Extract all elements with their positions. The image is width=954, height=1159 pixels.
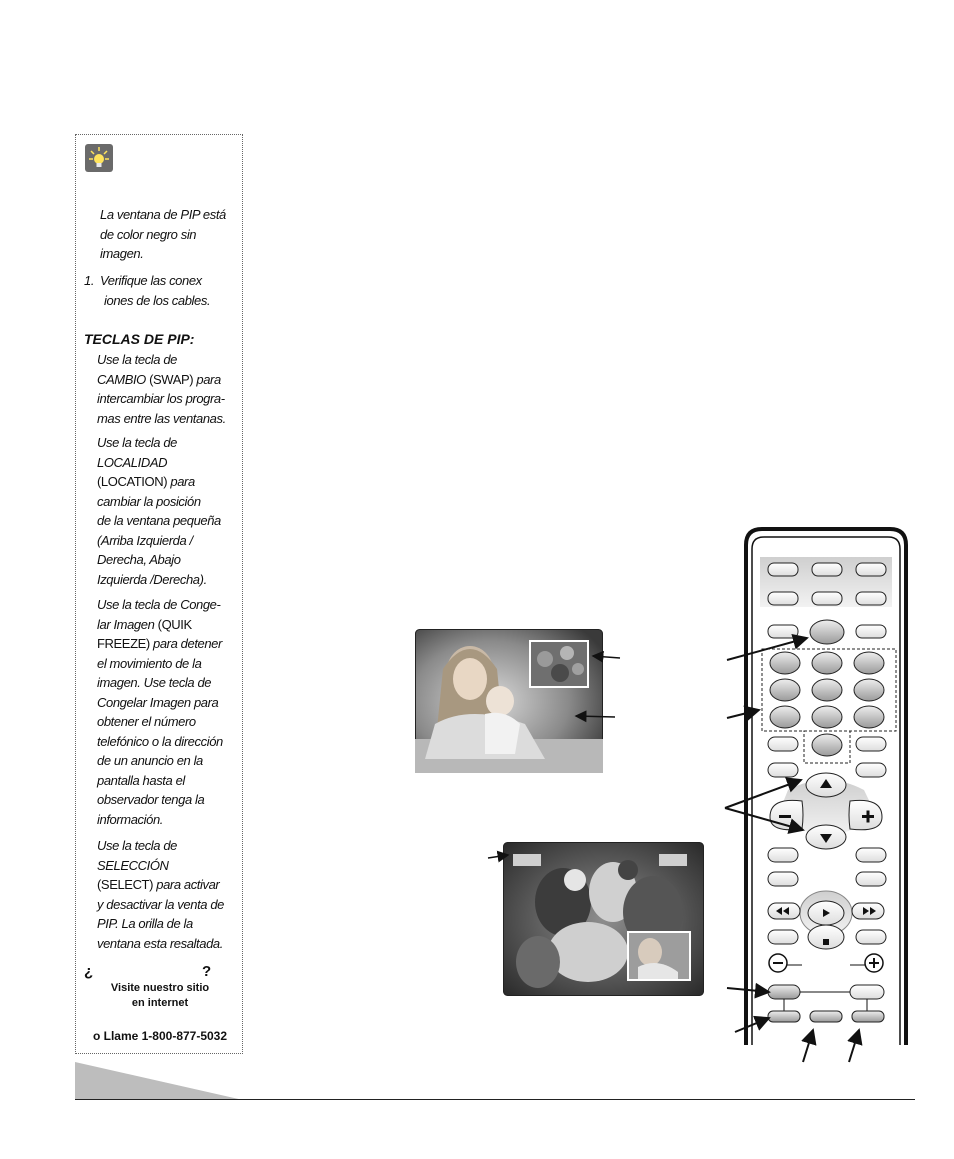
tip-line: el movimiento de la <box>97 655 202 671</box>
remote-callout-arrows <box>715 630 875 1070</box>
tip-line: de un anuncio en la <box>97 753 203 768</box>
question-close: ? <box>202 963 212 980</box>
freeze-tip <box>97 595 223 829</box>
tip-line: pantalla hasta el <box>97 772 185 788</box>
tip-line: (LOCATION) para <box>97 474 195 489</box>
location-tip <box>97 433 221 589</box>
tip-line: LOCALIDAD <box>97 454 168 470</box>
swap-tip <box>97 350 226 428</box>
tip-line: CAMBIO (SWAP) para <box>97 371 221 387</box>
tip-line: obtener el número <box>97 714 196 729</box>
tip-line: de la ventana pequeña <box>97 513 221 528</box>
footer-tab <box>75 1062 243 1100</box>
tip-line: Derecha, Abajo <box>97 552 181 567</box>
tip-line: información. <box>97 811 164 827</box>
problem-text: La ventana de PIP está de color negro sin imagen. <box>100 207 226 261</box>
tip-line: intercambiar los progra- <box>97 391 225 406</box>
tip-line: Izquierda /Derecha). <box>97 571 207 587</box>
footer-rule <box>75 1099 915 1100</box>
tip-line: Use la tecla de <box>97 352 177 367</box>
tip-line: (SELECT) para activar <box>97 877 220 892</box>
tip-line: cambiar la posición <box>97 493 201 509</box>
tip-line: lar Imagen (QUIK <box>97 616 192 632</box>
website-line2: en internet <box>131 997 189 1009</box>
tip-line: Congelar Imagen para <box>97 694 219 710</box>
tip-line: Use la tecla de Conge- <box>97 597 221 612</box>
question-open: ¿ <box>84 963 94 980</box>
tip-line: y desactivar la venta de <box>97 896 224 912</box>
tip-line: Use la tecla de <box>97 435 177 450</box>
tip-line: imagen. Use tecla de <box>97 675 212 690</box>
photo-callout-arrows <box>480 640 640 870</box>
website-line1: Visite nuestro sitio <box>110 982 210 994</box>
tip-line: ventana esta resaltada. <box>97 935 223 951</box>
tip-line: SELECCIÓN <box>97 857 169 873</box>
pip-keys-heading: TECLAS DE PIP: <box>84 331 195 347</box>
tip-line: (Arriba Izquierda / <box>97 532 193 548</box>
tip-line: PIP. La orilla de la <box>97 916 193 931</box>
tip-line: observador tenga la <box>97 792 205 807</box>
solution-number: 1. <box>84 273 95 288</box>
tip-line: telefónico o la dirección <box>97 733 223 749</box>
tip-line: FREEZE) para detener <box>97 636 222 651</box>
solution-text: Verifique las conex iones de los cables. <box>100 273 211 308</box>
select-tip <box>97 836 224 953</box>
tip-line: Use la tecla de <box>97 838 177 853</box>
lightbulb-icon <box>85 144 113 172</box>
tip-line: mas entre las ventanas. <box>97 410 226 426</box>
phone-number: o Llame 1-800-877-5032 <box>92 1029 228 1043</box>
tips-sidebar <box>75 134 243 1054</box>
